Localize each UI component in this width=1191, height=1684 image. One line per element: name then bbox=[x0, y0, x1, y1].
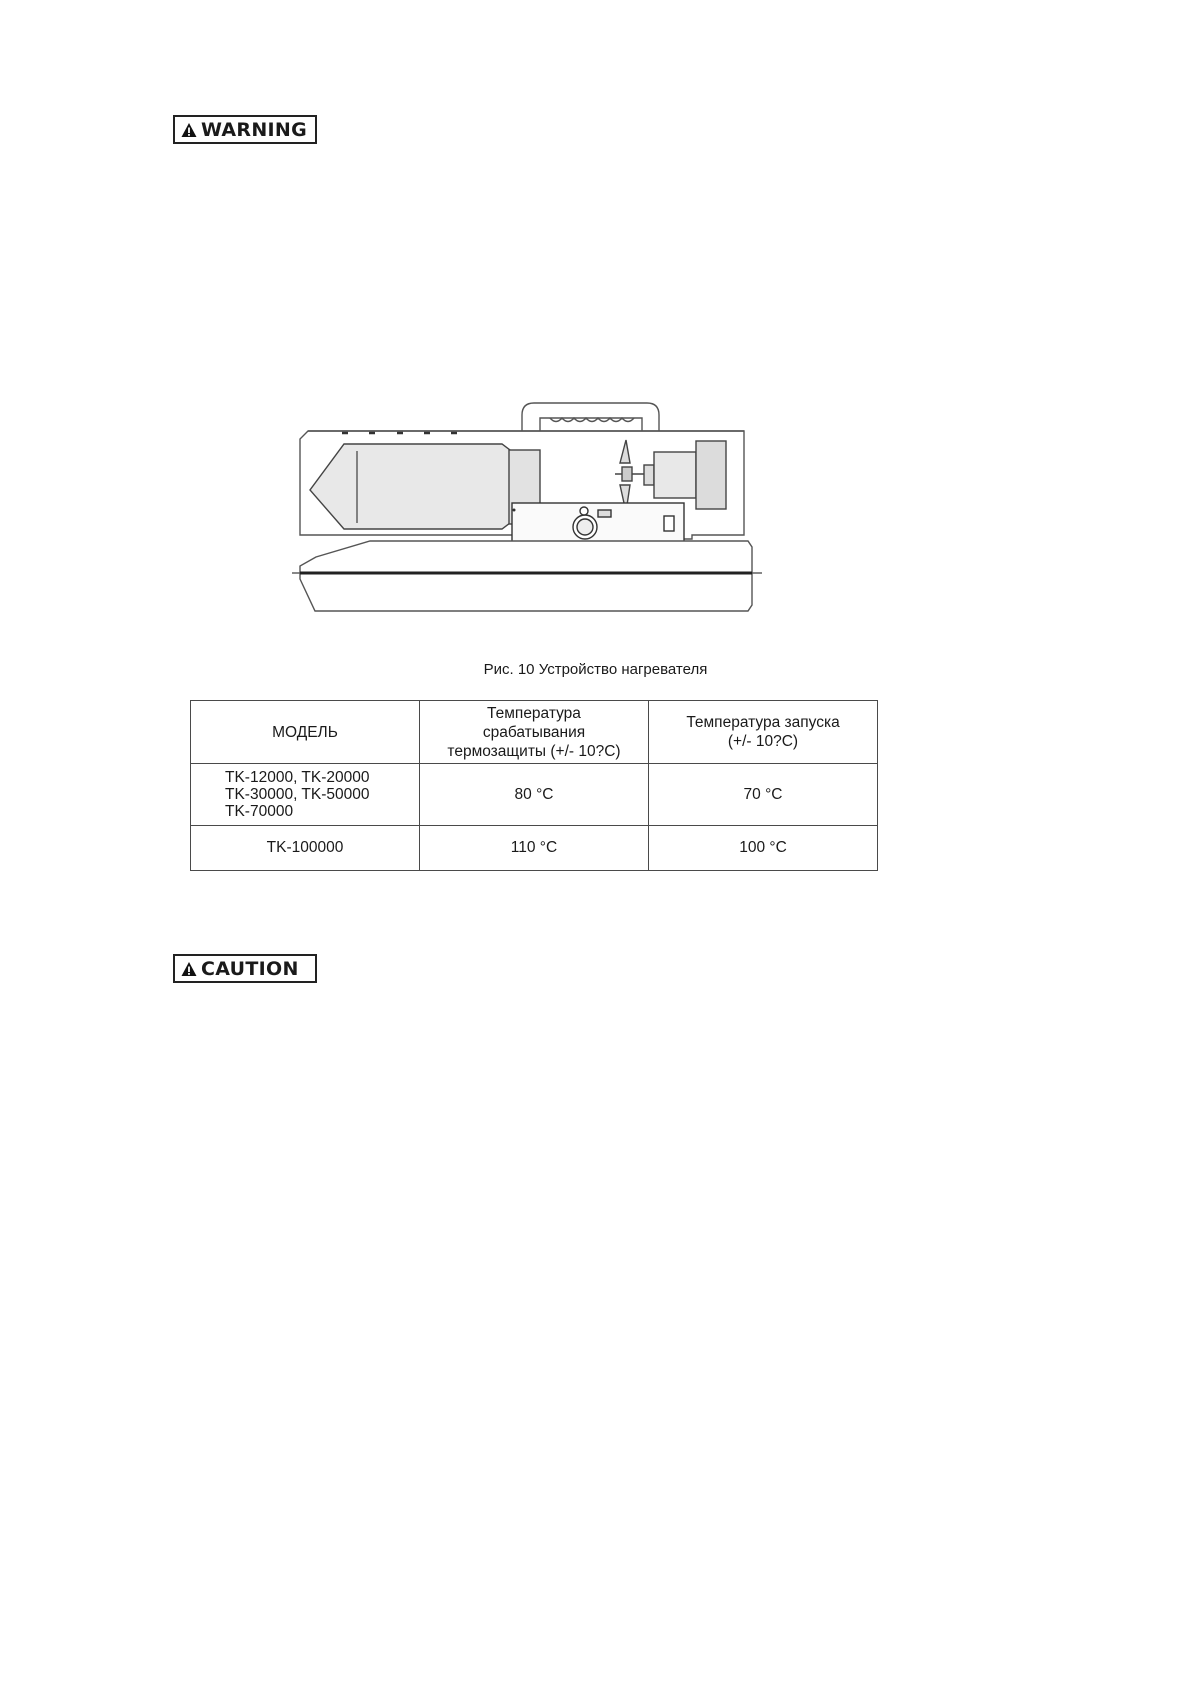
power-switch bbox=[664, 516, 674, 531]
combustion-chamber bbox=[310, 444, 510, 529]
cutoff-cell: 80 °C bbox=[420, 764, 649, 826]
pump-stub bbox=[644, 465, 654, 485]
heater-diagram bbox=[292, 395, 792, 650]
restart-cell: 70 °C bbox=[649, 764, 878, 826]
cutoff-cell: 110 °C bbox=[420, 826, 649, 871]
table-row bbox=[191, 764, 878, 826]
handle bbox=[522, 403, 659, 431]
warning-triangle-icon bbox=[181, 122, 197, 138]
warning-badge bbox=[173, 115, 317, 144]
motor bbox=[654, 452, 696, 498]
handle-grip bbox=[540, 418, 642, 431]
warning-label: WARNING bbox=[201, 118, 308, 141]
header-restart-temp: Температура запуска (+/- 10?C) bbox=[649, 701, 878, 764]
warning-triangle-icon bbox=[181, 961, 197, 977]
figure-caption bbox=[0, 661, 1191, 678]
caution-badge bbox=[173, 954, 317, 983]
model-cell: TK-100000 bbox=[191, 826, 420, 871]
model-cell: TK-12000, TK-20000 TK-30000, TK-50000 TK-70000 bbox=[191, 764, 420, 826]
table-header-row bbox=[191, 701, 878, 764]
thermal-protection-table bbox=[190, 700, 878, 871]
restart-cell: 100 °C bbox=[649, 826, 878, 871]
motor-end bbox=[696, 441, 726, 509]
caption-text: Рис. 10 Устройство нагревателя bbox=[483, 661, 708, 678]
header-model: МОДЕЛЬ bbox=[191, 701, 420, 764]
table-row bbox=[191, 826, 878, 871]
header-cutoff-temp: Температура срабатывания термозащиты (+/- 10?C) bbox=[420, 701, 649, 764]
control-box bbox=[512, 503, 684, 542]
caution-label: CAUTION bbox=[201, 957, 299, 980]
fuel-tank bbox=[300, 541, 752, 611]
